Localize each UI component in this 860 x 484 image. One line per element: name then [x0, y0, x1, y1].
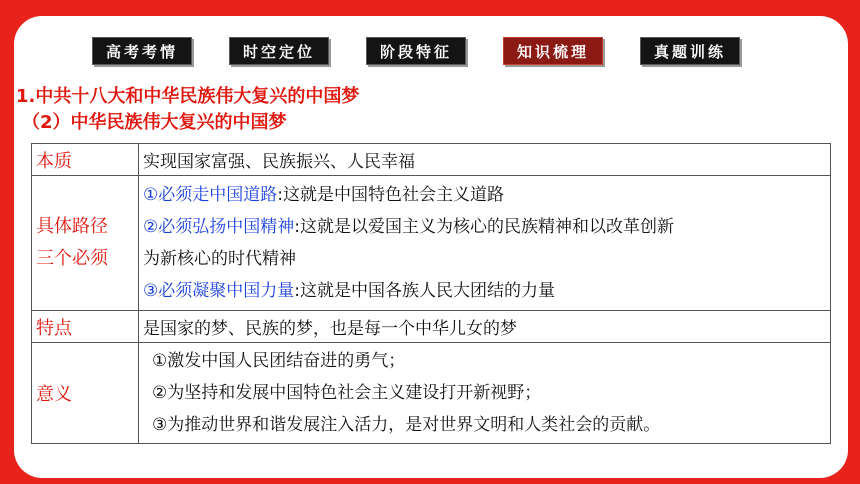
label-line-path: 具体路径 [36, 216, 108, 237]
item-text: :这就是中国各族人民大团结的力量 [294, 281, 555, 301]
tab-jieduan-tezheng[interactable]: 阶段特征 [366, 37, 466, 65]
row-value-significance [139, 343, 831, 444]
list-item: ②为坚持和发展中国特色社会主义建设打开新视野； [152, 383, 542, 403]
nav-bar [0, 37, 860, 65]
tab-zhishi-shuli[interactable]: 知识梳理 [503, 37, 603, 65]
row-label-feature: 特点 [32, 311, 139, 343]
row-label-essence: 本质 [32, 144, 139, 176]
row-label-path [32, 176, 139, 311]
row-label-significance: 意义 [32, 343, 139, 444]
item-text: :这就是中国特色社会主义道路 [277, 185, 504, 205]
section-heading: 1.中共十八大和中华民族伟大复兴的中国梦 [16, 86, 360, 107]
table-row-feature [32, 311, 831, 343]
list-item: ①激发中国人民团结奋进的勇气； [152, 351, 406, 371]
list-item [143, 211, 826, 243]
table-row-path [32, 176, 831, 311]
table-row-essence [32, 144, 831, 176]
item-text: :这就是以爱国主义为核心的民族精神和以改革创新 [294, 217, 674, 237]
list-item [143, 179, 826, 211]
item-head: ③必须凝聚中国力量 [143, 281, 295, 301]
subsection-heading: （2）中华民族伟大复兴的中国梦 [22, 112, 287, 133]
label-line-musts: 三个必须 [36, 248, 108, 269]
item-head: ①必须走中国道路 [143, 185, 278, 205]
row-value-essence: 实现国家富强、民族振兴、人民幸福 [139, 144, 831, 176]
row-value-feature: 是国家的梦、民族的梦，也是每一个中华儿女的梦 [139, 311, 831, 343]
list-item: ③为推动世界和谐发展注入活力，是对世界文明和人类社会的贡献。 [152, 415, 661, 435]
tab-shikong-dingwei[interactable]: 时空定位 [229, 37, 329, 65]
table-row-significance [32, 343, 831, 444]
row-value-path [139, 176, 831, 311]
tab-gaokao-kaoqing[interactable]: 高考考情 [92, 37, 192, 65]
item-head: ②必须弘扬中国精神 [143, 217, 295, 237]
tab-zhenti-xunlian[interactable]: 真题训练 [640, 37, 740, 65]
list-item-continuation: 为新核心的时代精神 [143, 249, 296, 269]
list-item [143, 275, 826, 307]
content-table [31, 143, 831, 444]
